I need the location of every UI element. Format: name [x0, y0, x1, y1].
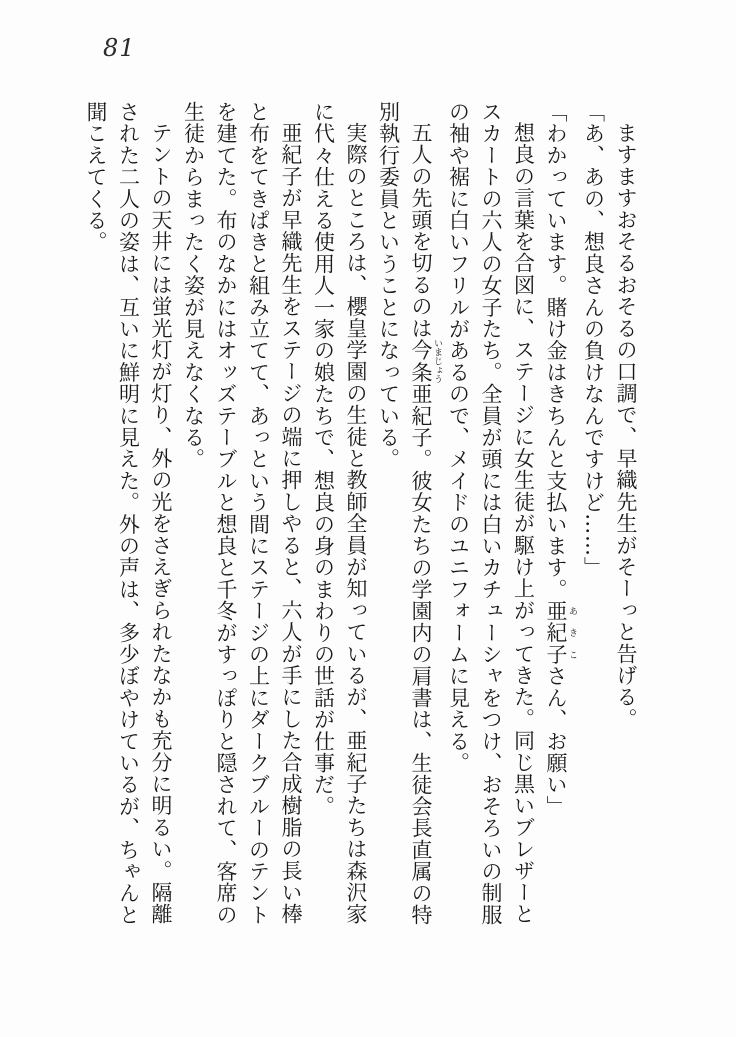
furigana: いまじょう: [432, 338, 442, 384]
ruby-annotated-word: 今条 いまじょう: [409, 338, 442, 384]
paragraph: ますますおそるおそるの口調で、早織先生がそーっと告げる。: [614, 122, 638, 730]
page-number: 81: [103, 34, 136, 62]
furigana: あきこ: [567, 600, 577, 666]
paragraph: 五人の先頭を切るのは今条 いまじょう亜紀子。彼女たちの学園内の肩書は、生徒会長直属の特別執行委員ということになっている。: [376, 101, 442, 926]
ruby-annotated-word: 亜紀子 あきこ: [544, 600, 577, 666]
paragraph: 想良の言葉を合図に、ステージに女生徒が駆け上がってきた。同じ黒いブレザーとスカートの六人の女子たち。全員が頭には白いカチューシャをつけ、おそろいの制服の袖や裾に白いフリルがあるので、メイドのユニフォームに見える。: [446, 101, 536, 926]
paragraph: 実際のところは、櫻皇学園の生徒と教師全員が知っているが、亜紀子たちは森沢家に代々仕える使用人一家の娘たちで、想良の身のまわりの世話が仕事だ。: [311, 101, 368, 925]
paragraph: テントの天井には蛍光灯が灯り、外の光をさえぎられたなかも充分に明るい。隔離された二人の姿は、互いに鮮明に見えた。外の声は、多少ぼやけているが、ちゃんと聞こえてくる。: [84, 101, 173, 926]
paragraph: 「あ、あの、想良さんの負けなんですけど……」: [581, 101, 606, 579]
paragraph: 亜紀子が早織先生をステージの端に押しやると、六人が手にした合成樹脂の長い棒と布をてきぱきと組み立てて、あっという間にステージの上にダークブルーのテントを建てた。布のなかにはオッズテーブルと想良と千冬がすっぽりと隠されて、客席の生徒からまったく姿が見えなくなる。: [181, 101, 303, 926]
paragraph: 「わかっています。賭け金はきちんと支払います。亜紀子 あきこさん、お願い」: [544, 101, 577, 818]
novel-text: [85, 101, 642, 931]
